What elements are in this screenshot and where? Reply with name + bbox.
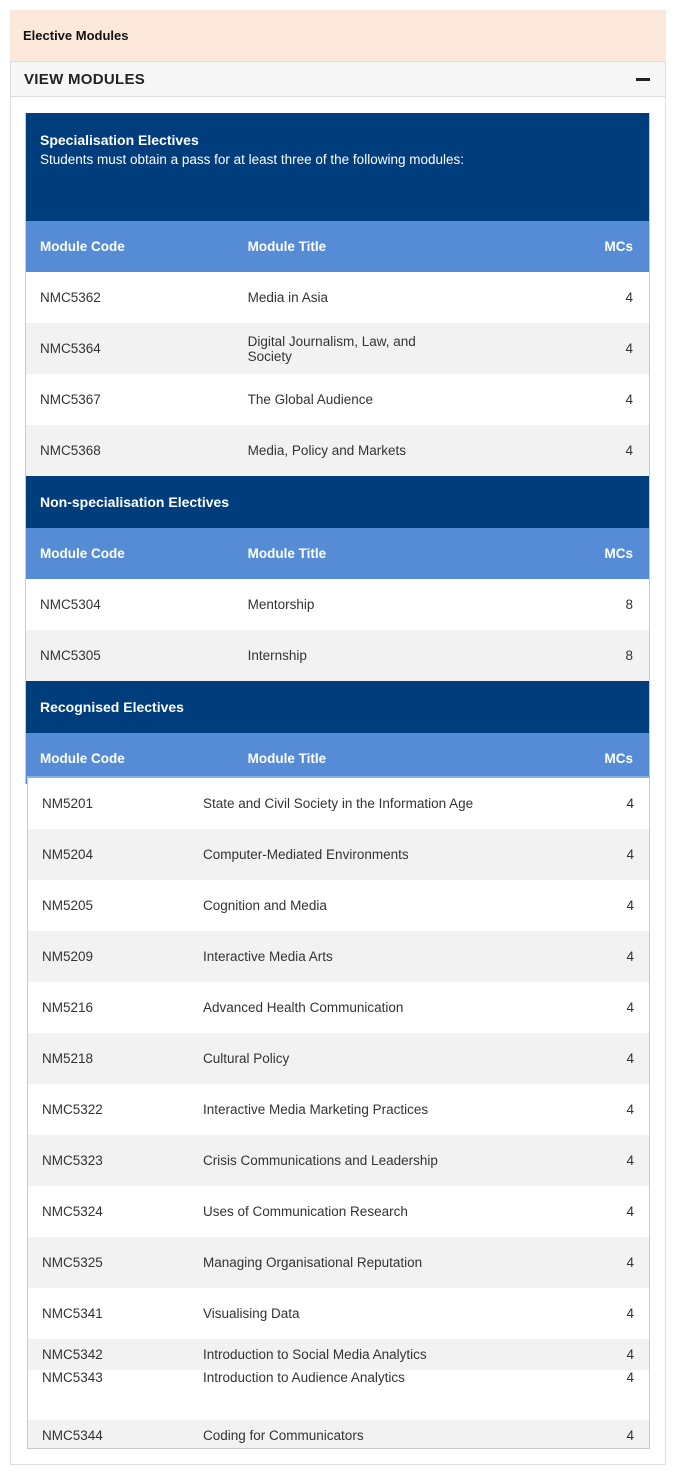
module-code: NMC5341	[28, 1288, 189, 1339]
module-mcs: 4	[569, 1135, 649, 1186]
module-mcs: 4	[569, 880, 649, 931]
module-title: Digital Journalism, Law, and Society	[234, 323, 442, 374]
module-title: Uses of Communication Research	[189, 1186, 569, 1237]
module-mcs: 4	[625, 290, 633, 305]
table-row	[28, 1033, 649, 1084]
module-mcs: 8	[441, 630, 649, 681]
table-row	[28, 1237, 649, 1288]
module-code: NM5201	[28, 778, 189, 829]
module-code: NMC5323	[28, 1135, 189, 1186]
module-code: NM5218	[28, 1033, 189, 1084]
module-title: Managing Organisational Reputation	[189, 1237, 569, 1288]
minus-icon[interactable]	[635, 71, 651, 87]
module-title: Introduction to Audience Analytics	[189, 1370, 569, 1420]
column-header-mcs: MCs	[441, 221, 649, 272]
table-row	[28, 1186, 649, 1237]
module-title: Internship	[234, 630, 442, 681]
module-code: NM5204	[28, 829, 189, 880]
module-title: Visualising Data	[189, 1288, 569, 1339]
specialisation-description: Students must obtain a pass for at least three of the following modules:	[40, 152, 464, 167]
module-mcs: 4	[569, 1420, 649, 1449]
module-code: NMC5362	[40, 290, 101, 305]
column-header-title: Module Title	[234, 528, 442, 579]
module-mcs: 4	[441, 425, 649, 476]
table-row	[28, 1288, 649, 1339]
table-row	[28, 1084, 649, 1135]
page-title: Elective Modules	[23, 28, 129, 43]
module-mcs: 4	[569, 1033, 649, 1084]
module-code: NM5209	[28, 931, 189, 982]
module-code: NMC5324	[28, 1186, 189, 1237]
module-mcs: 4	[569, 1084, 649, 1135]
table-row	[26, 323, 649, 374]
module-code: NMC5344	[28, 1420, 189, 1449]
module-code: NM5205	[28, 880, 189, 931]
module-code: NMC5364	[26, 323, 234, 374]
module-code: NMC5304	[26, 579, 234, 630]
table-row	[28, 1135, 649, 1186]
module-code: NMC5342	[28, 1339, 189, 1370]
module-mcs: 4	[441, 374, 649, 425]
module-mcs: 4	[569, 982, 649, 1033]
module-title: Crisis Communications and Leadership	[189, 1135, 569, 1186]
module-code: NMC5368	[26, 425, 234, 476]
module-title: Interactive Media Marketing Practices	[189, 1084, 569, 1135]
table-row	[26, 374, 649, 425]
panel-header[interactable]	[11, 62, 665, 97]
module-mcs: 4	[569, 1370, 649, 1420]
module-code: NMC5322	[28, 1084, 189, 1135]
modules-table-lower[interactable]	[27, 776, 650, 1449]
module-title: Mentorship	[234, 579, 442, 630]
module-code: NMC5325	[28, 1237, 189, 1288]
module-code: NM5216	[28, 982, 189, 1033]
module-mcs: 4	[569, 1288, 649, 1339]
module-mcs: 4	[569, 1186, 649, 1237]
table-row	[28, 880, 649, 931]
module-code: NMC5343	[28, 1370, 189, 1420]
column-header-code: Module Code	[26, 528, 234, 579]
table-row	[26, 425, 649, 476]
column-header-code: Module Code	[26, 221, 234, 272]
table-row	[28, 982, 649, 1033]
modules-table-upper	[25, 113, 650, 784]
module-title: Media in Asia	[247, 290, 328, 305]
specialisation-title: Specialisation Electives	[40, 132, 199, 148]
table-row	[28, 1370, 649, 1420]
column-header-row	[26, 528, 649, 579]
non-specialisation-title: Non-specialisation Electives	[26, 476, 649, 528]
page-header	[10, 10, 666, 61]
panel-title: VIEW MODULES	[24, 71, 146, 88]
recognised-title: Recognised Electives	[26, 681, 649, 733]
module-mcs: 4	[569, 778, 649, 829]
table-row	[28, 1420, 649, 1449]
module-mcs: 4	[569, 1237, 649, 1288]
module-title: Cognition and Media	[189, 880, 569, 931]
column-header-title: Module Title	[234, 733, 442, 784]
table-row	[26, 272, 649, 323]
column-header-code: Module Code	[26, 733, 234, 784]
specialisation-header	[26, 113, 649, 221]
module-title: State and Civil Society in the Information Age	[189, 778, 569, 829]
module-code: NMC5305	[26, 630, 234, 681]
table-row	[28, 778, 649, 829]
module-title: Media, Policy and Markets	[234, 425, 442, 476]
module-title: Introduction to Social Media Analytics	[189, 1339, 569, 1370]
module-title: Interactive Media Arts	[189, 931, 569, 982]
module-mcs: 4	[569, 1339, 649, 1370]
module-title: Coding for Communicators	[189, 1420, 569, 1449]
recognised-header	[26, 681, 649, 733]
module-mcs: 4	[441, 323, 649, 374]
table-row	[28, 931, 649, 982]
column-header-mcs: MCs	[441, 528, 649, 579]
column-header-title: Module Title	[234, 221, 442, 272]
module-title: Computer-Mediated Environments	[189, 829, 569, 880]
module-code: NMC5367	[26, 374, 234, 425]
module-mcs: 4	[569, 829, 649, 880]
non-specialisation-header	[26, 476, 649, 528]
table-row	[28, 829, 649, 880]
column-header-row	[26, 221, 649, 272]
table-row	[28, 1339, 649, 1370]
table-row	[26, 630, 649, 681]
module-title: The Global Audience	[234, 374, 442, 425]
column-header-mcs: MCs	[441, 733, 649, 784]
module-title: Advanced Health Communication	[189, 982, 569, 1033]
module-mcs: 8	[441, 579, 649, 630]
module-mcs: 4	[569, 931, 649, 982]
table-row	[26, 579, 649, 630]
module-title: Cultural Policy	[189, 1033, 569, 1084]
